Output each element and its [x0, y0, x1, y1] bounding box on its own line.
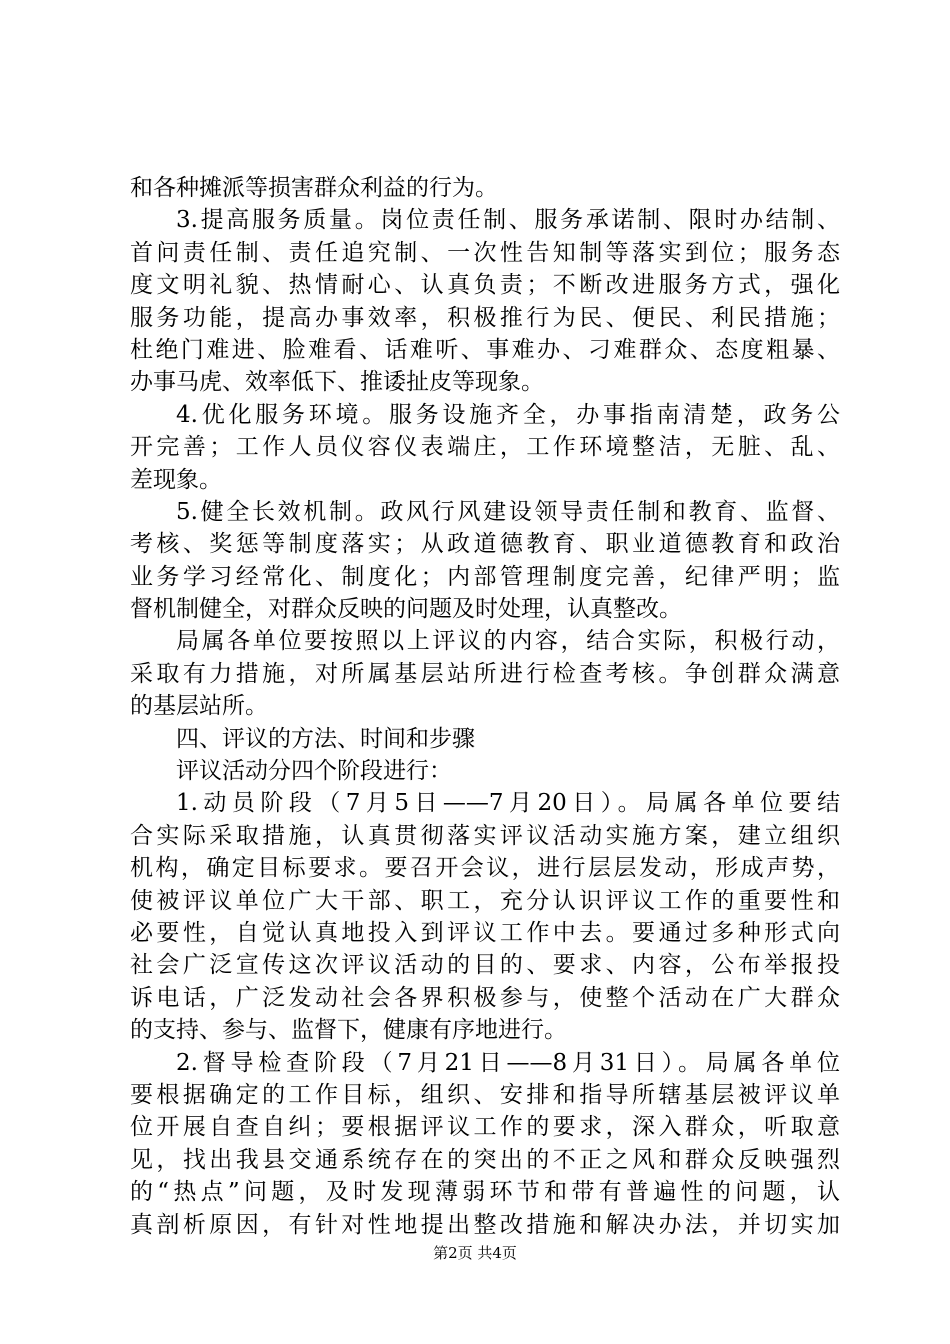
text-line: 服务功能，提高办事效率，积极推行为民、便民、利民措施；: [130, 304, 840, 331]
text-line: 诉电话，广泛发动社会各界积极参与，使整个活动在广大群众: [130, 984, 840, 1011]
text-line: 督机制健全，对群众反映的问题及时处理，认真整改。: [130, 596, 682, 623]
text-line: 3.提高服务质量。岗位责任制、服务承诺制、限时办结制、: [176, 207, 840, 234]
text-line: 度文明礼貌、热情耐心、认真负责；不断改进服务方式，强化: [130, 272, 840, 299]
document-body: [130, 172, 840, 1241]
text-line: 必要性，自觉认真地投入到评议工作中去。要通过多种形式向: [130, 919, 840, 946]
text-line: 局属各单位要按照以上评议的内容，结合实际，积极行动，: [176, 628, 840, 655]
text-line: 社会广泛宣传这次评议活动的目的、要求、内容，公布举报投: [130, 952, 840, 979]
text-line: 的支持、参与、监督下，健康有序地进行。: [130, 1017, 567, 1044]
text-line: 四、评议的方法、时间和步骤: [176, 725, 475, 752]
text-line: 合实际采取措施，认真贯彻落实评议活动实施方案，建立组织: [130, 822, 840, 849]
text-line: 要根据确定的工作目标，组织、安排和指导所辖基层被评议单: [130, 1081, 840, 1108]
text-line: 见，找出我县交通系统存在的突出的不正之风和群众反映强烈: [130, 1146, 840, 1173]
text-line: 机构，确定目标要求。要召开会议，进行层层发动，形成声势，: [130, 855, 840, 882]
text-line: 使被评议单位广大干部、职工，充分认识评议工作的重要性和: [130, 887, 840, 914]
text-line: 开完善；工作人员仪容仪表端庄，工作环境整洁，无脏、乱、: [130, 434, 840, 461]
text-line: 和各种摊派等损害群众利益的行为。: [130, 175, 498, 201]
text-line: 1.动员阶段（7月5日——7月20日）。局属各单位要结: [176, 790, 840, 817]
text-line: 5.健全长效机制。政风行风建设领导责任制和教育、监督、: [176, 498, 840, 525]
text-line: 差现象。: [130, 466, 222, 493]
text-line: 真剖析原因，有针对性地提出整改措施和解决办法，并切实加: [130, 1211, 840, 1238]
text-line: 的基层站所。: [130, 693, 268, 720]
text-line: 2.督导检查阶段（7月21日——8月31日）。局属各单位: [176, 1049, 840, 1076]
text-line: 的“热点”问题，及时发现薄弱环节和带有普遍性的问题，认: [130, 1179, 840, 1206]
text-line: 考核、奖惩等制度落实；从政道德教育、职业道德教育和政治: [130, 531, 840, 558]
text-line: 位开展自查自纠；要根据评议工作的要求，深入群众，听取意: [130, 1114, 840, 1141]
text-line: 首问责任制、责任追究制、一次性告知制等落实到位；服务态: [130, 239, 840, 266]
text-line: 办事马虎、效率低下、推诿扯皮等现象。: [130, 369, 544, 396]
text-line: 评议活动分四个阶段进行：: [176, 758, 452, 785]
page-footer: 第2页 共4页: [433, 1244, 517, 1262]
text-line: 业务学习经常化、制度化；内部管理制度完善，纪律严明；监: [130, 563, 840, 590]
text-line: 4.优化服务环境。服务设施齐全，办事指南清楚，政务公: [176, 401, 840, 428]
text-line: 采取有力措施，对所属基层站所进行检查考核。争创群众满意: [130, 660, 840, 687]
text-line: 杜绝门难进、脸难看、话难听、事难办、刁难群众、态度粗暴、: [130, 336, 840, 363]
